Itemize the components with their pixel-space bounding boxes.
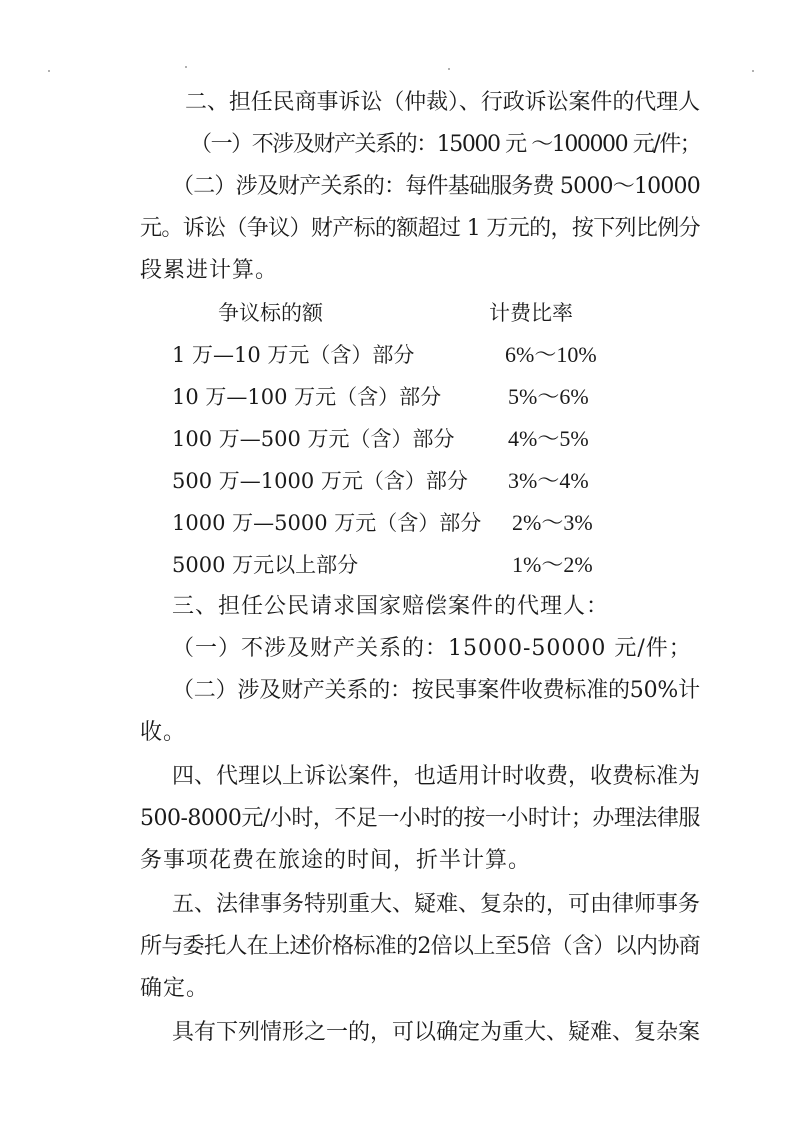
section3-item2-line2: 收。 [140, 720, 187, 745]
section6-line1: 具有下列情形之一的，可以确定为重大、疑难、复杂案 [172, 1020, 701, 1045]
section4-line1: 四、代理以上诉讼案件，也适用计时收费，收费标准为 [172, 764, 701, 789]
section2-heading: 二、担任民商事诉讼（仲裁）、行政诉讼案件的代理人 [185, 90, 701, 115]
table-row-range: 100 万—500 万元（含）部分 [172, 427, 455, 451]
table-row-range: 10 万—100 万元（含）部分 [172, 385, 442, 409]
table-row-range: 500 万—1000 万元（含）部分 [172, 469, 468, 493]
section3-item2-line1: （二）涉及财产关系的：按民事案件收费标准的50%计 [172, 678, 700, 703]
table-row-range: 5000 万元以上部分 [172, 553, 359, 577]
table-row-rate: 6%～10% [505, 342, 597, 367]
table-row-rate: 2%～3% [512, 510, 593, 535]
table-header-rate: 计费比率 [489, 301, 573, 325]
section2-item2-line2: 元。诉讼（争议）财产标的额超过 1 万元的，按下列比例分 [140, 216, 700, 241]
scan-speck [448, 68, 450, 70]
section5-line1: 五、法律事务特别重大、疑难、复杂的，可由律师事务 [172, 892, 701, 917]
table-row-range: 1 万—10 万元（含）部分 [172, 343, 415, 367]
table-row-range: 1000 万—5000 万元（含）部分 [172, 511, 482, 535]
section3-item1: （一）不涉及财产关系的：15000-50000 元/件； [172, 636, 692, 661]
scan-speck [752, 70, 754, 72]
section4-line2: 500-8000元/小时，不足一小时的按一小时计；办理法律服 [140, 806, 700, 831]
table-row-rate: 4%～5% [508, 426, 589, 451]
section5-line2: 所与委托人在上述价格标准的2倍以上至5倍（含）以内协商 [140, 934, 700, 959]
section2-item2-line1: （二）涉及财产关系的：每件基础服务费 5000～10000 [172, 174, 700, 199]
section5-line3: 确定。 [140, 976, 210, 1001]
table-row-rate: 1%～2% [512, 552, 593, 577]
scan-speck [185, 66, 187, 68]
section4-line3: 务事项花费在旅途的时间，折半计算。 [140, 848, 532, 873]
table-header-amount: 争议标的额 [218, 301, 323, 325]
section3-heading: 三、担任公民请求国家赔偿案件的代理人： [172, 594, 610, 619]
table-row-rate: 5%～6% [508, 384, 589, 409]
scan-speck [48, 70, 50, 72]
section2-item2-line3: 段累进计算。 [140, 258, 279, 283]
section2-item1: （一）不涉及财产关系的：15000 元 ～100000 元/件； [190, 132, 701, 157]
table-row-rate: 3%～4% [508, 468, 589, 493]
